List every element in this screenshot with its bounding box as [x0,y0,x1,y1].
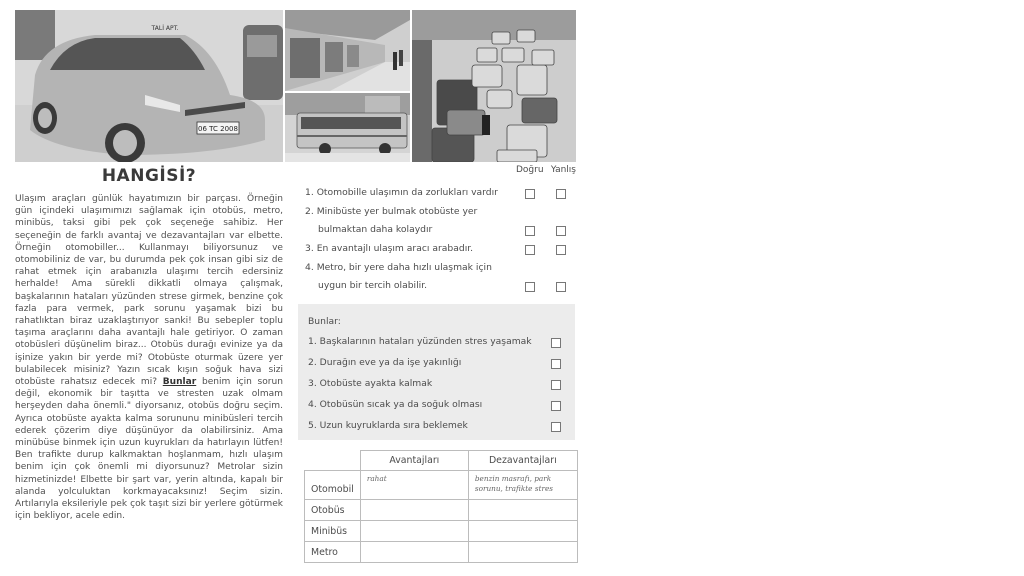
traffic-illustration [412,10,576,162]
bunlar-item-2: 2. Durağın eve ya da işe yakınlığı [308,357,462,368]
bunlar-item-4: 4. Otobüsün sıcak ya da soğuk olması [308,399,483,410]
metro-illustration [285,10,410,91]
bunlar-item-3-checkbox[interactable] [551,380,561,390]
statement-text: Metro, bir yere daha hızlı ulaşmak için [316,262,492,273]
statement-2-continued [318,224,518,235]
disadvantages-cell[interactable] [468,521,577,542]
emphasized-word: Bunlar [162,377,197,388]
statement-2-false-checkbox[interactable] [556,226,566,236]
bus-illustration [285,93,410,162]
row-label: Metro [305,542,361,563]
statement-3-false-checkbox[interactable] [556,245,566,255]
column-header-disadvantages: Dezavantajları [468,451,577,471]
statement-2 [305,206,505,217]
article-paragraph [15,193,283,522]
statement-text: Otomobille ulaşımın da zorlukları vardır [316,187,498,198]
statement-text: En avantajlı ulaşım aracı arabadır. [316,243,474,254]
bunlar-item-3: 3. Otobüste ayakta kalmak [308,378,433,389]
table-row [305,542,578,563]
disadvantages-cell[interactable] [468,542,577,563]
statement-4 [305,262,505,273]
statement-text: Minibüste yer bulmak otobüste yer [316,206,478,217]
statement-4-true-checkbox[interactable] [525,282,535,292]
article-body [15,193,283,522]
article-title: HANGİSİ? [101,166,197,186]
article-text-after: benim için sorun değil, ekonomik bir taşıtta ve stresten uzak olmam herşeyden daha önemli." diyorsanız, otobüs doğru seçim. Ayrıca otobüste ayakta kalma sorununu minibüsleri tercih ederek çözerim diye düşünüyor da olabilirsiniz. Ama minübüse binmek için uzun kuyrukları da hatırlayın lütfen! Ben trafikte durup kalkmaktan hoşlanmam, hızlı ulaşım benim için çok önemli mi diyorsunuz? Metrolar sizin hizmetinizde! Elbette bir şart var, yerin altında, kapalı bir alanda yolculuktan korkmayacaksınız! Seçim sizin. Artılarıyla eksileriyle pek çok taşıt sizi bir yerlere götürmek için bekliyor, acele edin. [15,377,283,522]
statement-number: 3. [305,243,314,254]
article-text-before: Ulaşım araçları günlük hayatımızın bir parçası. Örneğin gün içindeki ulaşımımızı sağlamak için otobüs, metro, minibüs, taksi gibi pek çok seçeneğe sahibiz. Her seçeneğin de farklı avantaj ve dezavantajları var elbette. Örneğin otomobiller... Kullanmayı biliyorsunuz ve otomobiliniz de var, bu durumda pek çok insan gibi siz de rahat etmek için arabanızla ulaşımı tercih edersiniz herhalde! Ama sürekli dikkatli olmaya çalışmak, başkalarının hataları yüzünden strese girmek, benzine çok fazla para vermek, park sorunu yaşamak bizi bu rahatlıktan biraz uzaklaştırıyor sanki! Bu sebepler toplu taşıma araçlarını daha avantajlı hale getiriyor. O zaman otobüsleri düşünelim biraz... Otobüs durağı evinize ya da işinize yakın bir yerde mi? Otobüste oturmak üzere yer bulabilecek misiniz? Yazın sıcak kışın soğuk hava sizi otobüste rahatsız edecek mi? [15,194,283,388]
bunlar-item-5: 5. Uzun kuyruklarda sıra beklemek [308,420,468,431]
advantages-cell[interactable] [360,542,468,563]
row-label: Minibüs [305,521,361,542]
row-label: Otobüs [305,500,361,521]
statement-1 [305,187,505,198]
header-false: Yanlış [550,165,576,175]
statement-text: uygun bir tercih olabilir. [318,280,428,291]
advantages-cell[interactable] [360,500,468,521]
car-illustration [15,10,283,162]
column-header-advantages: Avantajları [360,451,468,471]
header-true: Doğru [516,165,544,175]
building-sign: TALİ APT. [151,25,179,32]
bunlar-item-1-checkbox[interactable] [551,338,561,348]
bus-photo [285,93,410,162]
statement-3 [305,243,505,254]
disadvantages-cell[interactable] [468,500,577,521]
statement-3-true-checkbox[interactable] [525,245,535,255]
bunlar-box [298,304,575,440]
statement-4-continued [318,280,518,291]
table-row [305,521,578,542]
statement-number: 2. [305,206,314,217]
bunlar-item-1: 1. Başkalarının hataları yüzünden stres yaşamak [308,336,532,347]
bunlar-item-4-checkbox[interactable] [551,401,561,411]
bunlar-item-5-checkbox[interactable] [551,422,561,432]
statement-4-false-checkbox[interactable] [556,282,566,292]
statement-text: bulmaktan daha kolaydır [318,224,433,235]
true-false-header [516,165,576,175]
car-photo [15,10,283,162]
table-row [305,500,578,521]
table-header-row [305,451,578,471]
comparison-table [304,450,578,563]
license-plate: 06 TC 2008 [198,125,238,133]
table-row [305,471,578,500]
statement-1-true-checkbox[interactable] [525,189,535,199]
bunlar-item-2-checkbox[interactable] [551,359,561,369]
statement-number: 4. [305,262,314,273]
advantages-cell[interactable]: rahat [360,471,468,500]
bunlar-header: Bunlar: [308,316,341,327]
advantages-cell[interactable] [360,521,468,542]
row-label: Otomobil [305,471,361,500]
table-corner [305,451,361,471]
metro-photo [285,10,410,91]
statement-2-true-checkbox[interactable] [525,226,535,236]
disadvantages-cell[interactable]: benzin masrafı, park sorunu, trafikte stres [468,471,577,500]
statement-number: 1. [305,187,314,198]
statement-1-false-checkbox[interactable] [556,189,566,199]
traffic-photo [412,10,576,162]
